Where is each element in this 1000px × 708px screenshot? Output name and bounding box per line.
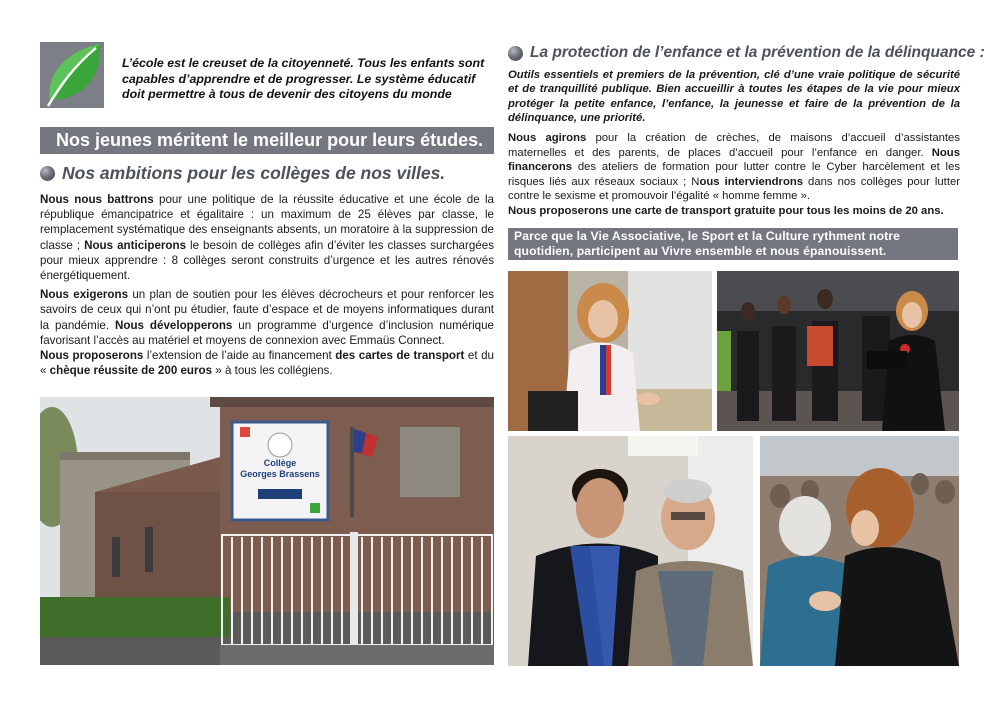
bold-phrase: Nous financerons [508,146,960,174]
bold-phrase: Nous nous battrons [40,193,154,206]
bold-phrase: Nous anticiperons [84,238,187,252]
sign-line-2: Georges Brassens [240,469,320,479]
bold-phrase: ous interviendrons [699,175,804,188]
left-heading-text: Nos ambitions pour les collèges de nos villes. [62,163,446,183]
left-body [40,192,494,378]
leaf-icon [40,42,104,108]
bold-phrase: Nous exigerons [40,288,129,302]
right-paragraph-2 [508,204,960,219]
leaf-logo [40,42,104,108]
right-banner: Parce que la Vie Associative, le Sport et la Culture rythment notre quotidien, participent au Vivre ensemble et nous épanouissent. [508,228,958,260]
left-paragraph-3 [40,348,494,378]
right-body [508,131,960,219]
text-run: des ateliers de formation pour lutter contre le Cyber harcèlement et les risques liés aux réseaux sociaux ; N [508,161,960,188]
left-banner: Nos jeunes méritent le meilleur pour leurs études. [40,127,494,154]
right-heading-text: La protection de l’enfance et la prévention de la délinquance : [530,44,985,61]
bold-phrase: des cartes de transport [335,349,465,363]
photo-hug [760,436,959,666]
bullet-icon [40,166,55,181]
right-lead: Outils essentiels et premiers de la prévention, clé d’une vraie politique de sécurité et de tranquillité publique. Bien accueillir à toutes les étapes de la vie pour mieux protéger la petite enfance, l’enfance, la jeunesse et faire de la prévention de la délinquance, une priorité. [508,69,960,125]
text-run: pour une politique de la réussite éducative et une école de la république émancipatrice et égalitaire : un maximum de 25 élèves par classe, le remplacement systématique des enseignants absents, un moratoire à la suppression de classe ; [40,193,494,252]
intro-quote: L’école est le creuset de la citoyenneté. Tous les enfants sont capables d’apprendre et de progresser. Le système éducatif doit permettre à tous de devenir des citoyens du monde [122,56,485,102]
text-run: l’extension de l’aide au financement [143,349,336,363]
right-paragraph-1 [508,131,960,204]
text-run: un plan de soutien pour les élèves décrocheurs et pour renforcer les savoirs de ceux qui n’ont pu étudier, faute d’espace et de moyens informatiques durant la pandémie. [40,288,494,332]
bold-phrase: Nous proposerons [40,349,144,363]
bold-phrase: Nous proposerons une carte de transport gratuite pour tous les moins de 20 ans. [508,204,944,217]
college-photo [40,397,494,665]
college-sign [234,458,326,480]
left-paragraph-2 [40,287,494,348]
photo-signing [508,271,712,431]
photo-choir [717,271,959,431]
text-run: pour la création de crèches, de maisons d’accueil d’assistantes maternelles et des parents, de places d’accueil pour l’enfance en danger. [508,132,960,159]
text-run: » à tous les collégiens. [212,364,333,378]
text-run: et du « [40,349,494,378]
bold-phrase: Nous agirons [508,132,587,144]
bold-phrase: chèque réussite de 200 euros [49,364,213,378]
left-heading [40,163,445,184]
bold-phrase: Nous développerons [115,318,233,332]
left-paragraph-1 [40,192,494,283]
sign-line-1: Collège [263,458,297,468]
photo-two-men [508,436,753,666]
text-run: dans nos collèges pour lutter contre le sexisme et promouvoir l’égalité « homme femme ». [508,175,960,203]
text-run: le besoin de collèges afin d’éviter les classes surchargées pour mieux apprendre : 8 collèges seront construits d’urgence et les autres rénovés énergétiquement. [40,238,494,283]
bullet-icon [508,46,523,61]
right-heading [508,44,985,62]
text-run: un programme d’urgence d’inclusion numérique favorisant l’accès au matériel et moyens de connexion avec Emmaüs Connect. [40,318,495,347]
